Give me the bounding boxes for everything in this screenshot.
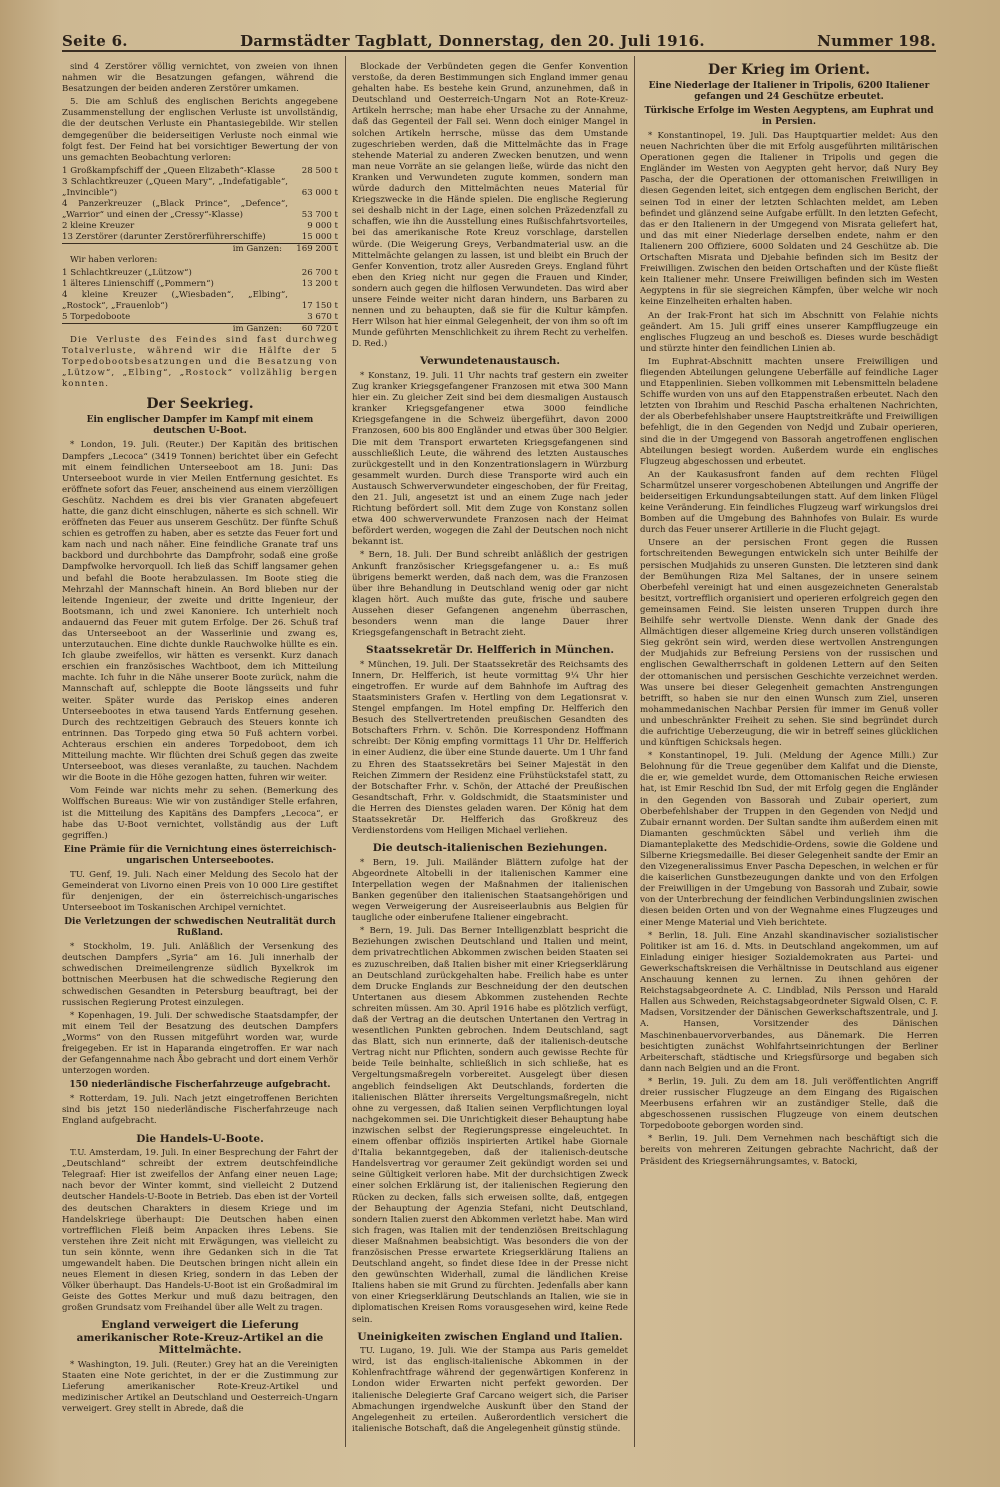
section-heading: Die deutsch-italienischen Beziehungen. bbox=[372, 842, 608, 855]
table-row bbox=[62, 166, 338, 177]
table-total-row bbox=[62, 243, 338, 255]
table-cell: 9 000 t bbox=[307, 220, 338, 231]
table-cell: 3 670 t bbox=[307, 311, 338, 322]
table-row bbox=[62, 290, 338, 312]
paragraph: An der Irak-Front hat sich im Abschnitt von Felahie nichts geändert. Am 15. Juli griff eines unserer Kampfflugzeuge ein englisches Flugzeug an und beschoß es. Dieses wurde beschädigt und stürzte hinter den feindlichen Linien ab. bbox=[640, 310, 938, 354]
paragraph: * Konstantinopel, 19. Juli. (Meldung der Agence Milli.) Zur Belohnung für die Treue gegenüber dem Kalifat und die Dienste, die er, wie gemeldet wurde, dem Ottomanischen Reiche erwiesen hat, ist Emir Reschid Ibn Sud, der mit Erfolg gegen die Engländer in den Gegenden von Bassorah und Zubair operiert, zum Oberbefehlshaber der Truppen in den Gegenden von Nedjd und Zubair ernannt worden. Der Sultan sandte ihm außerdem einen mit Diamanten geschmückten Säbel und verlieh ihm die Diamanteplakette des Medschidie-Ordens, sowie die Goldene und Silberne Kriegsmedaille. Bei dieser Gelegenheit sandte der Emir an den Vizegeneralissimus Enver Pascha Depeschen, in welchen er für die kaiserlichen Gunstbezeugungen dankte und von den Erfolgen der Freiwilligen in der Umgebung von Bassorah und Zubair, sowie von der Unterbrechung der feindlichen Verbindungslinien zwischen diesen beiden Orten und von der Wegnahme eines Flugzeuges und einer Menge Material und Vieh berichtete. bbox=[640, 751, 938, 928]
table-row bbox=[62, 199, 338, 221]
table-cell: 15 000 t bbox=[301, 231, 338, 242]
paragraph: * Konstanz, 19. Juli. 11 Uhr nachts traf gestern ein zweiter Zug kranker Kriegsgefangener Franzosen mit etwa 300 Mann hier ein. Zu gleicher Zeit sind bei dem diesmaligen Austausch kranker Kriegsgefangener etwa 3000 feindliche Kriegsgefangene in die Schweiz übergeführt, davon 2000 Franzosen, 600 bis 800 Engländer und etwas über 300 Belgier. Die mit dem Transport erwarteten Kriegsgefangenen sind ausschließlich Leute, die während des letzten Austausches zurückgestellt und in den Konzentrationslagern in Würzburg gesammelt wurden. Durch diese Transporte wird auch ein Austausch Schwerverwundeter eingeschoben, der für Freitag, den 21. Juli, angesetzt ist und an einem Zuge nach jeder Richtung befördert soll. Mit dem Zuge von Konstanz sollen etwa 400 schwerverwundete Franzosen nach der Heimat befördert werden, wogegen die Zahl der Deutschen noch nicht bekannt ist. bbox=[352, 370, 628, 548]
table-cell: 63 000 t bbox=[301, 187, 338, 198]
paragraph: * Rotterdam, 19. Juli. Nach jetzt eingetroffenen Berichten sind bis jetzt 150 niederländische Fischerfahrzeuge nach England aufgebracht. bbox=[62, 1094, 338, 1127]
paragraph: * Berlin, 18. Juli. Eine Anzahl skandinavischer sozialistischer Politiker ist am 16. d. Mts. in Deutschland angekommen, um auf Einladung einiger hiesiger Sozialdemokraten aus Partei- und Gewerkschaftskreisen die Verhältnisse in Deutschland aus eigener Anschauung kennen zu lernen. Zu ihnen gehören der Reichstagsabgeordnete A. C. Lindblad, Nils Persson und Harald Hallen aus Schweden, Reichstagsabgeordneter Sigwald Olsen, C. F. Madsen, Vorsitzender der Dänischen Gewerkschaftszentrale, und J. A. Hansen, Vorsitzender des Dänischen Maschinenbauervorverbandes, aus Dänemark. Die Herren besichtigten zunächst Wohlfahrtseinrichtungen der Berliner Arbeiterschaft, städtische und Kriegsfürsorge und begaben sich dann nach Belgien und an die Front. bbox=[640, 930, 938, 1074]
table-cell: 26 700 t bbox=[301, 267, 338, 278]
table-row bbox=[62, 232, 338, 244]
paragraph: * Konstantinopel, 19. Juli. Das Hauptquartier meldet: Aus den neuen Nachrichten über die mit Erfolg ausgeführten militärischen Operationen gegen die Italiener in Tripolis und gegen die Engländer im Westen von Aegypten geht hervor, daß Nury Bey Pascha, der die Operationen der ottomanischen Freiwilligen in diesen Gegenden leitet, sich entgegen dem englischen Bericht, der seinen Tod in einer der letzten Schlachten meldet, am Leben befindet und glänzend seine Aufgabe erfüllt. In den letzten Gefecht, das er den Italienern in der Umgegend von Misrata geliefert hat, und das mit einer Niederlage derselben endete, nahm er den Italienern 200 Offiziere, 6000 Soldaten und 24 Geschütze ab. Die Ortschaften Misrata und Djebahie befinden sich im Besitz der Freiwilligen. Zwischen den beiden Ortschaften und der Küste fließt kein Italiener mehr. Unsere Freiwilligen befinden sich im Westen Aegyptens in für sie siegreichen Kämpfen, über welche wir noch keine Einzelheiten erhalten haben. bbox=[640, 131, 938, 308]
subheading: Eine Prämie für die Vernichtung eines österreichisch-ungarischen Unterseebootes. bbox=[63, 844, 337, 866]
column-rule bbox=[634, 56, 635, 1447]
section-heading: England verweigert die Lieferung amerikanischer Rote-Kreuz-Artikel an die Mittelmächte. bbox=[76, 1319, 324, 1357]
enemy-losses-table bbox=[62, 166, 338, 255]
subheading: Türkische Erfolge im Westen Aegyptens, am Euphrat und in Persien. bbox=[644, 106, 934, 127]
paragraph: Im Euphrat-Abschnitt machten unsere Freiwilligen und fliegenden Abteilungen gelungene Ueberfälle auf feindliche Lager und Etappenlinien. Sieben vollkommen mit Lebensmitteln beladene Schiffe wurden von uns auf den Etappenstraßen erbeutet. Nach den letzten von Ibrahim und Reschid Pascha erhaltenen Nachrichten, der als Oberbefehlshaber unsere Hauptstreitkräfte und Freiwilligen befehligt, die in den Gegenden von Nedjd und Zubair operieren, sind die in der Umgegend von Bassorah angetroffenen englischen Abteilungen besiegt worden. Außerdem wurde ein englisches Flugzeug abgeschossen und erbeutet. bbox=[640, 356, 938, 467]
column-3 bbox=[640, 62, 938, 1447]
issue-number: Nummer 198. bbox=[817, 32, 936, 50]
paragraph: An der Kaukasusfront fanden auf dem rechten Flügel Scharmützel unserer vorgeschobenen Abteilungen und Angriffe der beiderseitigen Erkundungsabteilungen statt. Auf dem linken Flügel keine Veränderung. Ein feindliches Flugzeug warf wirkungslos drei Bomben auf die Umgebung des Bahnhofes von Bulair. Es wurde durch das Feuer unserer Artillerie in die Flucht gejagt. bbox=[640, 469, 938, 536]
column-rule bbox=[345, 56, 346, 1447]
paragraph: TU. Genf, 19. Juli. Nach einer Meldung des Secolo hat der Gemeinderat von Livorno einen Preis von 10 000 Lire gestiftet für denjenigen, der ein österreichisch-ungarisches Unterseeboot im Toskanischen Archipel vernichtet. bbox=[62, 869, 338, 914]
table-cell: 53 700 t bbox=[301, 209, 338, 220]
table-cell: 5 Torpedoboote bbox=[62, 311, 131, 322]
subheading: Die Verletzungen der schwedischen Neutralität durch Rußland. bbox=[64, 917, 336, 939]
column-2 bbox=[352, 62, 628, 1447]
subheading: 150 niederländische Fischerfahrzeuge aufgebracht. bbox=[69, 1080, 331, 1091]
paragraph: * Stockholm, 19. Juli. Anläßlich der Versenkung des deutschen Dampfers „Syria“ am 16. Juli innerhalb der schwedischen Dreimeilengrenze südlich Byxelkrok im bottnischen Meerbusen hat die schwedische Regierung den schwedischen Gesandten in Petersburg beauftragt, bei der russischen Regierung Protest einzulegen. bbox=[62, 942, 338, 1008]
table-cell: 13 200 t bbox=[301, 278, 338, 289]
table-row bbox=[62, 177, 338, 199]
table-cell: 1 älteres Linienschiff („Pommern“) bbox=[62, 278, 214, 289]
paragraph: * Washington, 19. Juli. (Reuter.) Grey hat an die Vereinigten Staaten eine Note gerichtet, in der er die Zustimmung zur Lieferung amerikanischer Rote-Kreuz-Artikel und medizinischer Artikel an Deutschland und Oesterreich-Ungarn verweigert. Grey stellt in Abrede, daß die bbox=[62, 1359, 338, 1415]
section-heading: Staatssekretär Dr. Helfferich in München. bbox=[366, 644, 614, 657]
paragraph: Die Verluste des Feindes sind fast durchweg Totalverluste, während wir die Hälfte der 5 Torpedobootsbesatzungen und die Besatzung von „Lützow“, „Elbing“, „Rostock“ vollzählig bergen konnten. bbox=[62, 334, 338, 390]
paragraph: T.U. Amsterdam, 19. Juli. In einer Besprechung der Fahrt der „Deutschland“ schreibt der extrem deutschfeindliche Telegraaf: Hier ist zweifellos der Anfang einer neuen Lage; nach bevor der Winter kommt, sind vielleicht 2 Dutzend deutscher Handels-U-Boote in Betrieb. Das eben ist der Vorteil des deutschen Charakters in diesem Kriege und im Handelskriege überhaupt: Die Deutschen haben einen vortrefflichen Fleiß beim Anpacken ihres Lebens. Sie verstehen ihre Zeit nicht mit Erwägungen, was vielleicht zu tun sein könnte, wenn ihre Gedanken sich in die Tat umgewandelt haben. Die Deutschen bringen nicht allein ein neues Element in diesen Krieg, sondern in das Leben der Völker überhaupt. Das Handels-U-Boot ist ein Großadmiral im Geiste des Gottes Merkur und muß dazu beitragen, den großen Grundsatz vom Freihandel über alle Welt zu tragen. bbox=[62, 1148, 338, 1314]
subheading: Ein englischer Dampfer im Kampf mit einem deutschen U-Boot. bbox=[86, 415, 314, 437]
paragraph: * Bern, 18. Juli. Der Bund schreibt anläßlich der gestrigen Ankunft französischer Kriegsgefangener u. a.: Es muß übrigens bemerkt werden, daß nach dem, was die Franzosen über ihre Behandlung in Deutschland wenig oder gar nicht klagen hört. Auch mußte das gute, frische und saubere Aussehen dieser Gefangenen angenehm überraschen, besonders wenn man die lange Dauer ihrer Kriegsgefangenschaft in Betracht zieht. bbox=[352, 550, 628, 639]
table-row bbox=[62, 221, 338, 232]
paragraph: Unsere an der persischen Front gegen die Russen fortschreitenden Bewegungen entwickeln sich unter Beihilfe der persischen Mudjahids zu unseren Gunsten. Die letzteren sind dank der Bemühungen Riza Mel Saltanes, der in unsere seinem Oberbefehl vereinigt hat und einen ausgezeichneten Generalstab besitzt, vortrefflich organisiert und operieren erfolgreich gegen den gemeinsamen Feind. Sie leisten unseren Truppen durch ihre Beihilfe sehr wertvolle Dienste. Wenn dank der Gnade des Allmächtigen dieser allgemeine Krieg durch unseren vollständigen Sieg gekrönt sein wird, werden diese wertvollen Anstrengungen der Mudjahids zur Befreiung Persiens von der russischen und englischen Gewaltherrschaft in goldenen Lettern auf den Seiten der ottomanischen und persischen Geschichte verzeichnet werden. Was unsere bei dieser Gelegenheit gemachten Anstrengungen betrifft, so haben sie nur den einen Wunsch zum Ziel, unseren mohammedanischen Nachbar Persien für immer im Genuß voller und unbeschränkter Freiheit zu sehen. Sie sind begründet durch die aufrichtige Ueberzeugung, die wir in betreff seines glücklichen und künftigen Schicksals hegen. bbox=[640, 538, 938, 749]
column-1 bbox=[62, 62, 338, 1447]
section-heading: Der Seekrieg. bbox=[146, 396, 254, 413]
paragraph: * Berlin, 19. Juli. Dem Vernehmen nach beschäftigt sich die bereits von mehreren Zeitungen gebrachte Nachricht, daß der Präsident des Kriegsernährungsamtes, v. Batocki, bbox=[640, 1134, 938, 1167]
masthead: Darmstädter Tagblatt, Donnerstag, den 20. Juli 1916. bbox=[240, 32, 705, 50]
section-heading: Uneinigkeiten zwischen England und Italien. bbox=[357, 1330, 623, 1343]
table-cell: 4 kleine Kreuzer („Wiesbaden“, „Elbing“, „Rostock“, „Frauenlob“) bbox=[62, 289, 288, 311]
paragraph: Blockade der Verbündeten gegen die Genfer Konvention verstoße, da deren Bestimmungen sich England immer genau gehalten habe. Es bestehe kein Grund, anzunehmen, daß in Deutschland und Oesterreich-Ungarn Not an Rote-Kreuz-Artikeln herrsche; man habe eher Ursache zu der Annahme, daß das Gegenteil der Fall sei. Wenn doch einiger Mangel in solchen Artikeln herrsche, müsse das dem Umstande zugeschrieben werden, daß die Mittelmächte das in Frage stehende Material zu anderen Zwecken benutzen, und wenn man neue Vorräte an sie gelangen ließe, würde das nicht den Kranken und Verwundeten zugute kommen, sondern man würde dadurch den Mittelmächten neues Material für Kriegszwecke in die Hände spielen. Die englische Regierung sei deshalb nicht in der Lage, einen solchen Präzedenzfall zu schaffen, wie ihn die Ausstellung eines Rußischfahrtsvorteiles, bei das amerikanische Rote Kreuz vorschlage, darstellen würde. (Die Weigerung Greys, Verbandmaterial usw. an die Mittelmächte gelangen zu lassen, ist und bleibt ein Bruch der Genfer Konvention, trotz aller Ausreden Greys. England führt eben den Krieg nicht nur gegen die Frauen und Kinder, sondern auch gegen die hilflosen Verwundeten. Das wird aber unsere Feinde weiter nicht daran hindern, uns Barbaren zu nennen und zu behaupten, daß sie für die Kultur kämpfen. Herr Wilson hat hier einmal Gelegenheit, der von ihm so oft im Munde geführten Menschlichkeit zu ihrem Recht zu verhelfen. D. Red.) bbox=[352, 62, 628, 350]
table-cell: 13 Zerstörer (darunter Zerstörerführerschiffe) bbox=[62, 231, 266, 242]
total-value: 169 200 t bbox=[288, 243, 338, 255]
paragraph: * Berlin, 19. Juli. Zu dem am 18. Juli veröffentlichten Angriff dreier russischer Flugzeuge an dem Eingang des Rigaischen Meerbusens erfahren wir an zuständiger Stelle, daß die abgeschossenen russischen Flugzeuge von einem deutschen Torpedoboote geborgen worden sind. bbox=[640, 1076, 938, 1132]
table-row bbox=[62, 312, 338, 324]
total-label: im Ganzen: bbox=[62, 323, 288, 335]
total-label: im Ganzen: bbox=[62, 243, 288, 255]
paragraph: * London, 19. Juli. (Reuter.) Der Kapitän des britischen Dampfers „Lecoca“ (3419 Tonnen) berichtet über ein Gefecht mit einem feindlichen Unterseeboot am 18. Juni: Das Unterseeboot wurde in vier Meilen Entfernung gesichtet. Es eröffnete sofort das Feuer, anscheinend aus einem vierzölligen Geschütz. Nachdem es drei bis vier Granaten abgefeuert hatte, die ganz dicht einschlugen, näherte es sich schnell. Wir eröffneten das Feuer aus unserem Geschütz. Der fünfte Schuß schien es getroffen zu haben, aber es setzte das Feuer fort und kam nach und nach näher. Eine feindliche Granate traf uns backbord und durchbohrte das Dampfrohr, sodaß eine große Dampfwolke hervorquoll. Ich ließ das Schiff langsamer gehen und befahl die Boote herabzulassen. Im Boote stieg die Mehrzahl der Mannschaft hinein. An Bord blieben nur der leitende Ingenieur, der zweite und dritte Ingenieur, der Bootsmann, ich und zwei Kanoniere. Ich unterhielt noch andauernd das Feuer mit gutem Erfolge. Der 26. Schuß traf das Unterseeboot an der Wasserlinie und zwang es, unterzutauchen. Eine dichte dunkle Rauchwolke hüllte es ein. Ich glaube zweifellos, wir hätten es versenkt. Kurz danach erschien ein französisches Wachtboot, dem ich Mitteilung machte. Ich fuhr in die Nähe unserer Boote zurück, nahm die Mannschaft auf, schleppte die Boote längsseits und fuhr weiter. Später wurde das Periskop eines anderen Unterseebootes in etwa tausend Yards Entfernung gesehen. Durch des rechtzeitigen Gebrauch des Steuers konnte ich entrinnen. Das Torpedo ging etwa 50 Fuß achtern vorbei. Achteraus erschien ein anderes Torpedoboot, dem ich Mitteilung machte. Wir flüchten drei Schuß gegen das zweite Unterseeboot, was dieses veranlaßte, zu tauchen. Nachdem wir die Boote in die Höhe gezogen hatten, fuhren wir weiter. bbox=[62, 440, 338, 784]
page-header bbox=[62, 30, 936, 52]
paragraph: Wir haben verloren: bbox=[70, 254, 158, 265]
paragraph: * München, 19. Juli. Der Staatssekretär des Reichsamts des Innern, Dr. Helfferich, ist heute vormittag 9¼ Uhr hier eingetroffen. Er wurde auf dem Bahnhofe im Auftrag des Staatsministers Grafen v. Hertling von dem Legationsrat v. Stengel empfangen. Im Hotel empfing Dr. Helfferich den Besuch des Stellvertretenden preußischen Gesandten des Botschafters Frhrn. v. Schön. Die Korrespondenz Hoffmann schreibt: Der König empfing vormittags 11 Uhr Dr. Helfferich in einer Audienz, die über eine Stunde dauerte. Um 1 Uhr fand zu Ehren des Staatssekretärs bei Seiner Majestät in den Reichen Zimmern der Residenz eine Frühstückstafel statt, zu der Botschafter Frhr. v. Schön, der Attaché der Preußischen Gesandtschaft, Frhr. v. Goldschmidt, die Staatsminister und die Herren des Dienstes geladen waren. Der König hat dem Staatssekretär Dr. Helfferich das Großkreuz des Verdienstordens vom Heiligen Michael verliehen. bbox=[352, 659, 628, 837]
section-heading: Der Krieg im Orient. bbox=[707, 62, 871, 78]
table-cell: 1 Großkampfschiff der „Queen Elizabeth“-Klasse bbox=[62, 165, 275, 176]
subheading: Eine Niederlage der Italiener in Tripolis, 6200 Italiener gefangen und 24 Geschütze erbeutet. bbox=[648, 81, 930, 102]
table-cell: 3 Schlachtkreuzer („Queen Mary“, „Indefatigable“, „Invincible“) bbox=[62, 176, 288, 198]
table-cell: 2 kleine Kreuzer bbox=[62, 220, 135, 231]
paragraph: * Bern, 19. Juli. Mailänder Blättern zufolge hat der Abgeordnete Altobelli in der italienischen Kammer eine Interpellation wegen der Maßnahmen der italienischen Banken gegenüber den italienischen Staatsangehörigen und wegen Verweigerung der Ausreiseerlaubnis aus Belgien für taugliche oder einberufene Italiener eingebracht. bbox=[352, 857, 628, 924]
table-cell: 28 500 t bbox=[301, 165, 338, 176]
table-total-row bbox=[62, 323, 338, 335]
table-cell: 4 Panzerkreuzer („Black Prince“, „Defence“, „Warrior“ und einen der „Cressy“-Klasse) bbox=[62, 198, 288, 220]
paragraph: Vom Feinde war nichts mehr zu sehen. (Bemerkung des Wolffschen Bureaus: Wie wir von zuständiger Stelle erfahren, ist die Mitteilung des Kapitäns des Dampfers „Lecoca“, er habe das U-Boot vernichtet, vollständig aus der Luft gegriffen.) bbox=[62, 786, 338, 841]
paragraph: TU. Lugano, 19. Juli. Wie der Stampa aus Paris gemeldet wird, ist das englisch-italienische Abkommen in der Kohlenfrachtfrage während der gegenwärtigen Konferenz in London wider Erwarten nicht perfekt geworden. Der italienische Delegierte Graf Carcano weigert sich, die Pariser Abmachungen irgendwelche Auskunft über den Stand der Angelegenheit zu erteilen. Außerordentlich versichert die italienische Botschaft, daß die Angelegenheit günstig stünde. bbox=[352, 1346, 628, 1434]
table-cell: 17 150 t bbox=[301, 300, 338, 311]
section-heading: Die Handels-U-Boote. bbox=[136, 1132, 264, 1145]
own-losses-table bbox=[62, 268, 338, 335]
total-value: 60 720 t bbox=[288, 323, 338, 335]
paragraph: * Bern, 19. Juli. Das Berner Intelligenzblatt bespricht die Beziehungen zwischen Deutschland und Italien und meint, dem privatrechtlichen Abkommen zwischen beiden Staaten sei es zuzuschreiben, daß Italien bisher mit einer Kriegserklärung an Deutschland zurückgehalten habe. Freilich habe es unter dem Drucke Englands zur Beschneidung der den deutschen Untertanen aus diesem Abkommen zustehenden Rechte schreiten müssen. Am 30. April 1916 habe es plötzlich verfügt, daß der Vertrag an die deutschen Untertanen den Vertrag in wesentlichen Punkten gebrochen. Indem Deutschland, sagt das Blatt, sich nun erinnerte, daß der italienisch-deutsche Vertrag nicht nur Pflichten, sondern auch gewisse Rechte für beide Teile beinhalte, schließlich in sich schließe, hat es Vergeltungsmaßregeln vorbereitet. Ausgelegt über diesen angeblich feindseligen Akt Deutschlands, forderten die italienischen Blätter ihrerseits Vergeltungsmaßregeln, nicht ohne zu vergessen, daß Italien seinen Verpflichtungen loyal nachgekommen sei. Die Unrichtigkeit dieser Behauptung habe inzwischen selbst der Regierungspresse eingeleuchtet. In einem offenbar offiziös inspirierten Artikel habe Giornale d'Italia bekanntgegeben, daß der italienisch-deutsche Handelsvertrag vor geraumer Zeit gekündigt worden sei und seine Gültigkeit verloren habe. Mit der durchsichtigen Zweck einer solchen Erklärung ist, der italienischen Regierung den Rücken zu decken, falls sich erweisen sollte, daß, entgegen der Behauptung der Agenzia Stefani, nicht Deutschland, sondern Italien zuerst den Abkommen verletzt habe. Man wird sich fragen, was Italien mit der tendenziösen Breitschlagung dieser Maßnahmen beabsichtigt. Was besonders die von der französischen Presse erwartete Kriegserklärung Italiens an Deutschland angeht, so findet diese Idee in der Presse nicht den gewünschten Widerhall, zumal die ländlichen Kreise Italiens haben sie mit Grund zu fürchten. Jedenfalls aber kann von einer Kriegserklärung Deutschlands an Italien, wie sie in diplomatischen Kreisen Roms vorausgesehen wird, keine Rede sein. bbox=[352, 926, 628, 1325]
table-row bbox=[62, 279, 338, 290]
table-row bbox=[62, 268, 338, 279]
section-heading: Verwundetenaustausch. bbox=[419, 355, 561, 368]
paragraph: sind 4 Zerstörer völlig vernichtet, von zweien von ihnen nahmen wir die Besatzungen gefangen, während die Besatzungen der beiden anderen Zerstörer umkamen. bbox=[62, 62, 338, 95]
table-cell: 1 Schlachtkreuzer („Lützow“) bbox=[62, 267, 192, 278]
paragraph: 5. Die am Schluß des englischen Berichts angegebene Zusammenstellung der englischen Verluste ist unvollständig, die der deutschen Verluste ein Phantasiegebilde. Wir stellen demgegenüber die beiderseitigen Verluste noch einmal wie folgt fest. Der Feind hat bei vorsichtiger Bewertung der von uns gemachten Beobachtung verloren: bbox=[62, 97, 338, 163]
page-number: Seite 6. bbox=[62, 32, 128, 50]
paragraph: * Kopenhagen, 19. Juli. Der schwedische Staatsdampfer, der mit einem Teil der Besatzung des deutschen Dampfers „Worms“ von den Russen mitgeführt worden war, wurde freigegeben. Er ist in Haparanda eingetroffen. Er war nach der Gefangennahme nach Åbo gebracht und dort einem Verhör unterzogen worden. bbox=[62, 1010, 338, 1077]
